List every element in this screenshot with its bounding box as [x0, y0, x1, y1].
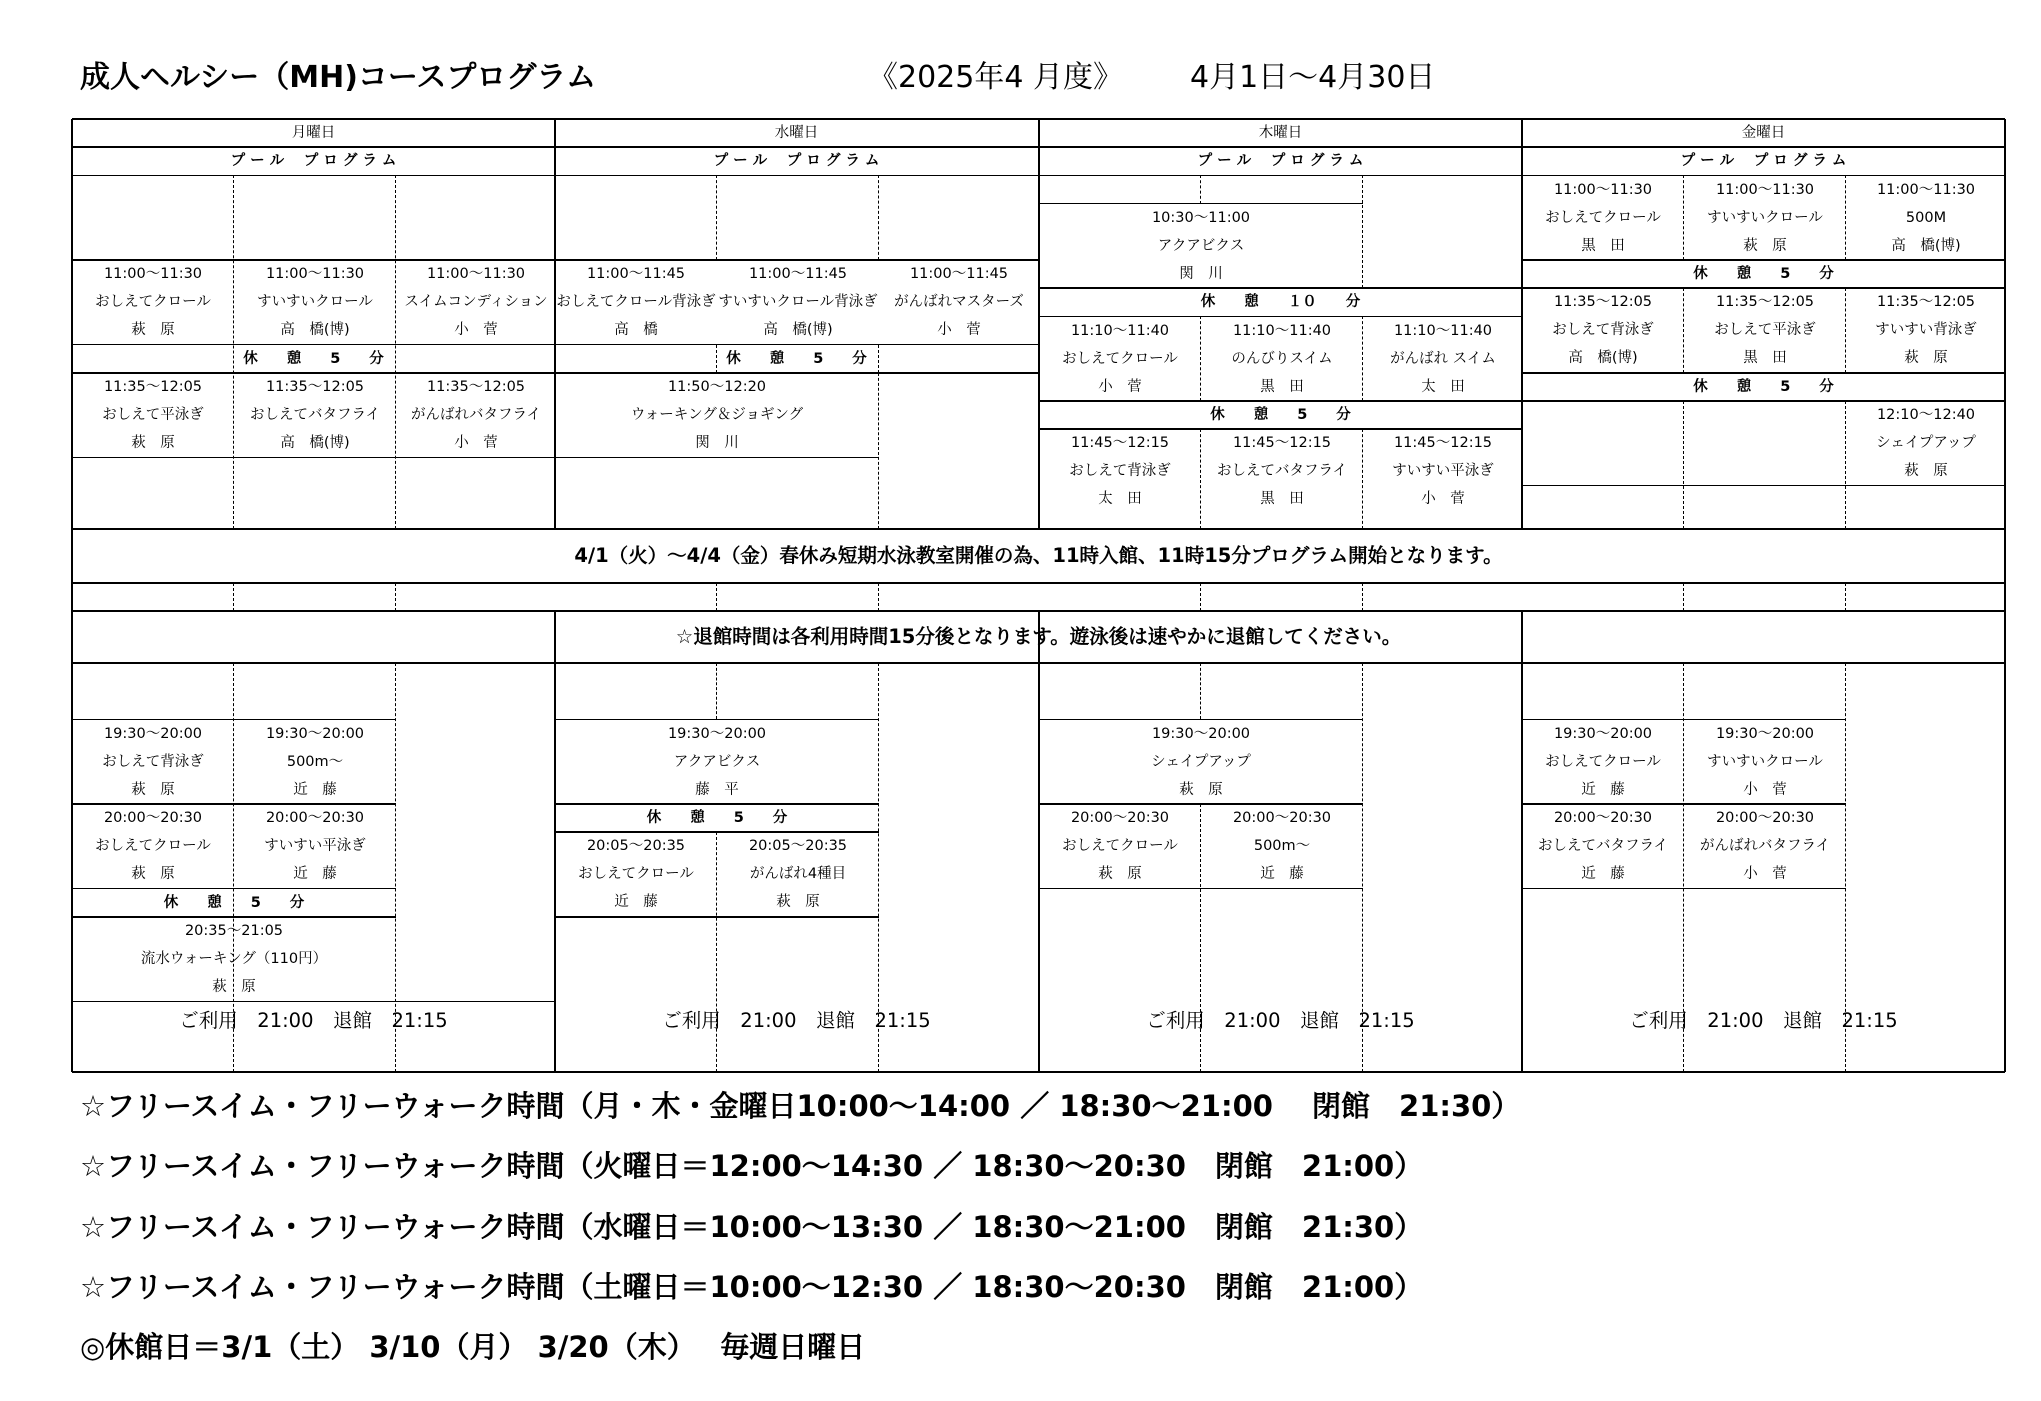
- rule: [72, 1001, 555, 1003]
- program-cell-line-0: 11:00～11:30: [1553, 181, 1653, 198]
- pool-program-subheader-line-0: プ ー ル プ ロ グ ラ ム: [1197, 153, 1364, 170]
- program-cell-line-0: 11:35～12:05: [426, 379, 526, 396]
- program-cell: [879, 260, 1039, 345]
- program-cell-line-2: 萩 原: [131, 781, 175, 798]
- program-cell-line-0: 20:05～20:35: [586, 838, 686, 855]
- program-cell-line-0: 11:00～11:30: [103, 266, 203, 283]
- program-cell-line-0: 11:45～12:15: [1070, 435, 1170, 452]
- divider-dashed: [233, 583, 234, 611]
- program-cell: [1522, 719, 1684, 804]
- divider-dashed: [1362, 583, 1363, 611]
- program-cell: [396, 260, 556, 345]
- exit-time-row-line-0: ご利用 21:00 退館 21:15: [179, 1009, 448, 1033]
- program-cell: [1522, 175, 1684, 260]
- program-cell: [1846, 401, 2006, 486]
- pool-program-subheader: [1039, 147, 1522, 175]
- exit-time-row: [555, 1001, 1038, 1041]
- program-cell-line-1: おしえて平泳ぎ: [102, 407, 204, 424]
- program-cell-line-1: おしえてクロール: [1545, 209, 1661, 226]
- program-cell: [1201, 804, 1363, 889]
- program-cell: [1684, 719, 1846, 804]
- pool-program-subheader: [72, 147, 555, 175]
- pool-program-subheader-line-0: プ ー ル プ ロ グ ラ ム: [230, 153, 397, 170]
- program-cell-line-1: がんばれバタフライ: [410, 407, 542, 424]
- program-cell-line-2: 高 橋(博): [280, 435, 350, 452]
- date-range: 4月1日～4月30日: [1190, 60, 1436, 95]
- program-cell-line-0: 11:00～11:30: [1876, 181, 1976, 198]
- program-cell: [1684, 288, 1846, 373]
- program-cell-line-2: 黒 田: [1260, 378, 1304, 395]
- program-cell-line-2: 高 橋(博): [763, 322, 833, 339]
- program-cell-line-1: おしえてクロール: [1062, 350, 1178, 367]
- program-cell: [1039, 429, 1201, 514]
- program-cell-line-1: おしえてクロール: [578, 866, 694, 883]
- free-swim-note-mon-thu-fri: ☆フリースイム・フリーウォーク時間（月・木・金曜日10:00～14:00 ／ 18:30～21:00 閉館 21:30）: [80, 1089, 1521, 1123]
- program-cell-line-1: がんばれ4種目: [749, 866, 847, 883]
- program-cell-line-2: 小 菅: [937, 322, 981, 339]
- day-header-line-0: 月曜日: [291, 125, 336, 142]
- program-cell-line-0: 20:00～20:30: [1070, 810, 1170, 827]
- day-header-line-0: 水曜日: [774, 125, 819, 142]
- program-cell-line-1: おしえてバタフライ: [1216, 463, 1348, 480]
- program-cell: [396, 373, 556, 458]
- program-cell-line-2: 太 田: [1421, 378, 1465, 395]
- program-cell-line-1: すいすい背泳ぎ: [1875, 322, 1977, 339]
- program-cell-line-2: 高 橋(博): [280, 322, 350, 339]
- program-cell: [1522, 288, 1684, 373]
- closed-days-note: ◎休館日＝3/1（土） 3/10（月） 3/20（木） 毎週日曜日: [80, 1330, 866, 1364]
- program-cell-line-1: おしえて背泳ぎ: [102, 753, 204, 770]
- day-header: [1522, 119, 2005, 147]
- rest-row-line-0: 休 憩 5 分: [1210, 407, 1351, 424]
- program-cell-line-0: 11:35～12:05: [1876, 294, 1976, 311]
- program-cell: [1201, 316, 1363, 401]
- program-cell-line-2: 近 藤: [1581, 781, 1625, 798]
- program-cell-line-0: 20:00～20:30: [1232, 810, 1332, 827]
- program-cell-line-1: アクアビクス: [1157, 237, 1245, 254]
- program-cell-line-0: 11:50～12:20: [667, 379, 767, 396]
- program-cell-line-0: 11:00～11:45: [586, 266, 686, 283]
- program-cell-line-2: 太 田: [1098, 491, 1142, 508]
- program-cell-line-2: 萩 原: [1743, 237, 1787, 254]
- program-cell-line-1: すいすいクロール: [1707, 753, 1823, 770]
- page-title: 成人ヘルシー（MH)コースプログラム: [80, 60, 597, 95]
- program-cell-line-0: 19:30～20:00: [667, 725, 767, 742]
- program-cell-line-1: すいすいクロール: [1707, 209, 1823, 226]
- program-cell-line-2: 近 藤: [614, 894, 658, 911]
- program-cell-line-1: がんばれバタフライ: [1699, 838, 1831, 855]
- program-cell-line-1: すいすい平泳ぎ: [264, 838, 366, 855]
- program-cell-line-1: がんばれマスターズ: [894, 294, 1024, 311]
- program-cell-line-0: 19:30～20:00: [1151, 725, 1251, 742]
- program-cell-line-2: 関 川: [695, 435, 739, 452]
- program-cell: [555, 832, 717, 917]
- notice-spring: [72, 529, 2005, 583]
- exit-time-row-line-0: ご利用 21:00 退館 21:15: [662, 1009, 931, 1033]
- program-cell-line-1: がんばれ スイム: [1390, 350, 1496, 367]
- rest-row: [1522, 373, 2005, 401]
- program-cell: [234, 719, 396, 804]
- exit-time-row: [1522, 1001, 2005, 1041]
- divider-dashed: [1845, 583, 1846, 611]
- program-cell-line-2: 萩 原: [131, 435, 175, 452]
- program-cell: [1363, 316, 1523, 401]
- program-cell: [72, 373, 234, 458]
- day-header: [1039, 119, 1522, 147]
- free-swim-note-wed: ☆フリースイム・フリーウォーク時間（水曜日＝10:00～13:30 ／ 18:30～21:00 閉館 21:30）: [80, 1210, 1424, 1244]
- program-cell: [1039, 719, 1363, 804]
- program-cell: [72, 719, 234, 804]
- program-cell-line-2: 小 菅: [1743, 866, 1787, 883]
- program-cell: [72, 917, 396, 1002]
- program-cell-line-0: 11:00～11:30: [265, 266, 365, 283]
- program-cell-line-0: 11:35～12:05: [1715, 294, 1815, 311]
- program-cell-line-0: 11:00～11:30: [1715, 181, 1815, 198]
- exit-time-row: [1039, 1001, 1522, 1041]
- day-header-line-0: 木曜日: [1258, 125, 1303, 142]
- program-cell-line-2: 萩 原: [1179, 781, 1223, 798]
- program-cell-line-2: 高 橋(博): [1891, 237, 1961, 254]
- program-cell-line-1: おしえてバタフライ: [249, 407, 381, 424]
- rest-row-line-0: 休 憩 5 分: [1693, 266, 1834, 283]
- period-label: 《2025年4 月度》: [868, 60, 1123, 95]
- program-cell-line-0: 10:30～11:00: [1151, 209, 1251, 226]
- program-cell-line-0: 11:10～11:40: [1232, 322, 1332, 339]
- notice-spring-line-0: 4/1（火）～4/4（金）春休み短期水泳教室開催の為、11時入館、11時15分プログラム開始となります。: [574, 544, 1503, 567]
- program-cell-line-0: 11:00～11:45: [748, 266, 848, 283]
- program-cell-line-0: 19:30～20:00: [265, 725, 365, 742]
- divider-dashed: [1362, 316, 1363, 401]
- program-cell-line-2: 萩 原: [1098, 866, 1142, 883]
- rest-row-line-0: 休 憩 5 分: [726, 350, 867, 367]
- program-cell-line-1: おしえてクロール: [1545, 753, 1661, 770]
- program-cell-line-0: 11:10～11:40: [1393, 322, 1493, 339]
- program-cell-line-1: おしえて背泳ぎ: [1069, 463, 1171, 480]
- program-cell-line-1: ウォーキング＆ジョギング: [630, 407, 804, 424]
- program-cell-line-2: 萩 原: [131, 322, 175, 339]
- pool-program-subheader: [1522, 147, 2005, 175]
- divider-dashed: [716, 663, 717, 719]
- program-cell: [1684, 175, 1846, 260]
- rest-row-line-0: 休 憩 5 分: [163, 894, 305, 911]
- program-cell: [555, 373, 879, 458]
- rest-row: [72, 345, 555, 373]
- program-cell-line-0: 12:10～12:40: [1876, 407, 1976, 424]
- pool-program-subheader-line-0: プ ー ル プ ロ グ ラ ム: [1680, 153, 1847, 170]
- program-cell-line-2: 萩 原: [1904, 463, 1948, 480]
- pool-program-subheader-line-0: プ ー ル プ ロ グ ラ ム: [713, 153, 880, 170]
- program-cell-line-2: 小 菅: [454, 322, 498, 339]
- program-cell-line-2: 近 藤: [293, 866, 337, 883]
- program-cell-line-2: 小 菅: [1098, 378, 1142, 395]
- program-cell: [1846, 288, 2006, 373]
- divider-dashed: [1200, 175, 1201, 203]
- program-cell-line-1: すいすい平泳ぎ: [1392, 463, 1494, 480]
- program-cell-line-0: 20:00～20:30: [1715, 810, 1815, 827]
- program-cell-line-2: 高 橋: [614, 322, 658, 339]
- program-cell-line-1: おしえて背泳ぎ: [1552, 322, 1654, 339]
- pool-program-subheader: [555, 147, 1038, 175]
- program-cell-line-2: 近 藤: [1260, 866, 1304, 883]
- program-cell-line-2: 黒 田: [1743, 350, 1787, 367]
- program-cell-line-0: 11:00～11:45: [909, 266, 1009, 283]
- program-cell-line-0: 11:00～11:30: [426, 266, 526, 283]
- program-cell-line-1: すいすいクロール: [257, 294, 373, 311]
- program-cell-line-1: おしえてクロール: [1062, 838, 1178, 855]
- program-cell: [1684, 804, 1846, 889]
- program-cell-line-0: 11:10～11:40: [1070, 322, 1170, 339]
- program-cell: [72, 260, 234, 345]
- program-cell-line-1: 流水ウォーキング（110円）: [140, 951, 328, 968]
- program-cell-line-1: のんびりスイム: [1231, 350, 1333, 367]
- program-cell-line-0: 11:35～12:05: [103, 379, 203, 396]
- program-cell-line-1: 500m～: [1253, 838, 1311, 855]
- program-cell-line-0: 19:30～20:00: [103, 725, 203, 742]
- program-cell-line-0: 11:35～12:05: [265, 379, 365, 396]
- program-cell-line-2: 近 藤: [1581, 866, 1625, 883]
- day-header: [555, 119, 1038, 147]
- program-cell: [717, 260, 879, 345]
- divider-dashed: [878, 583, 879, 611]
- program-cell-line-1: おしえてクロール背泳ぎ: [556, 294, 716, 311]
- rest-row: [72, 889, 396, 917]
- program-cell-line-1: すいすいクロール背泳ぎ: [718, 294, 878, 311]
- program-cell-line-2: 萩 原: [1904, 350, 1948, 367]
- program-cell: [72, 804, 234, 889]
- program-cell: [1846, 175, 2006, 260]
- divider-dashed: [1683, 583, 1684, 611]
- program-cell-line-0: 11:45～12:15: [1393, 435, 1493, 452]
- free-swim-note-tue: ☆フリースイム・フリーウォーク時間（火曜日＝12:00～14:30 ／ 18:30～20:30 閉館 21:00）: [80, 1149, 1424, 1183]
- program-cell-line-0: 19:30～20:00: [1553, 725, 1653, 742]
- program-cell-line-2: 関 川: [1179, 265, 1223, 282]
- free-swim-note-sat: ☆フリースイム・フリーウォーク時間（土曜日＝10:00～12:30 ／ 18:30～20:30 閉館 21:00）: [80, 1270, 1424, 1304]
- program-cell-line-1: 500m～: [286, 753, 344, 770]
- program-cell-line-2: 小 菅: [1421, 491, 1465, 508]
- program-cell-line-2: 黒 田: [1260, 491, 1304, 508]
- program-cell-line-2: 高 橋(博): [1568, 350, 1638, 367]
- program-cell-line-0: 20:35～21:05: [184, 923, 284, 940]
- divider-dashed: [1200, 316, 1201, 401]
- program-cell: [234, 260, 396, 345]
- program-cell-line-2: 黒 田: [1581, 237, 1625, 254]
- program-cell: [1039, 804, 1201, 889]
- program-cell: [717, 832, 879, 917]
- program-cell-line-1: アクアビクス: [673, 753, 761, 770]
- rest-row: [1039, 288, 1522, 316]
- program-cell: [1039, 204, 1363, 289]
- program-cell: [1363, 429, 1523, 514]
- program-cell-line-0: 20:00～20:30: [103, 810, 203, 827]
- program-cell-line-0: 11:45～12:15: [1232, 435, 1332, 452]
- program-cell: [555, 719, 879, 804]
- rest-row-line-0: 休 憩 5 分: [646, 810, 788, 827]
- divider-dashed: [1683, 401, 1684, 529]
- day-header: [72, 119, 555, 147]
- program-cell-line-1: スイムコンディション: [404, 294, 548, 311]
- program-cell-line-0: 19:30～20:00: [1715, 725, 1815, 742]
- program-cell-line-1: シェイプアップ: [1151, 753, 1251, 770]
- program-cell-line-1: おしえてバタフライ: [1537, 838, 1669, 855]
- notice-exit-line-0: ☆退館時間は各利用時間15分後となります。遊泳後は速やかに退館してください。: [675, 625, 1402, 648]
- rest-row: [1039, 401, 1522, 429]
- notice-exit: [72, 611, 2005, 663]
- program-cell-line-1: おしえてクロール: [95, 294, 211, 311]
- exit-time-row: [72, 1001, 555, 1041]
- program-cell-line-2: 藤 平: [695, 781, 739, 798]
- program-cell-line-2: 小 菅: [1743, 781, 1787, 798]
- program-cell-line-1: シェイプアップ: [1876, 435, 1976, 452]
- program-cell-line-2: 萩 原: [212, 979, 256, 996]
- divider-dashed: [1200, 663, 1201, 719]
- exit-time-row-line-0: ご利用 21:00 退館 21:15: [1629, 1009, 1898, 1033]
- program-cell: [1039, 316, 1201, 401]
- program-cell-line-0: 20:05～20:35: [748, 838, 848, 855]
- exit-time-row-line-0: ご利用 21:00 退館 21:15: [1146, 1009, 1415, 1033]
- program-cell: [234, 373, 396, 458]
- program-cell-line-0: 11:35～12:05: [1553, 294, 1653, 311]
- program-cell-line-2: 萩 原: [131, 866, 175, 883]
- divider-dashed: [878, 175, 879, 260]
- divider-dashed: [716, 583, 717, 611]
- divider-dashed: [395, 583, 396, 611]
- program-cell-line-2: 小 菅: [454, 435, 498, 452]
- divider-dashed: [1200, 583, 1201, 611]
- program-cell: [555, 260, 717, 345]
- rest-row-line-0: 休 憩 5 分: [1693, 378, 1834, 395]
- program-cell-line-0: 20:00～20:30: [265, 810, 365, 827]
- program-cell-line-2: 近 藤: [293, 781, 337, 798]
- rest-row-line-0: 休 憩 １０ 分: [1200, 294, 1361, 311]
- rest-row: [555, 345, 1038, 373]
- divider-dashed: [716, 175, 717, 260]
- rest-row-line-0: 休 憩 5 分: [243, 350, 384, 367]
- program-cell-line-1: おしえてクロール: [95, 838, 211, 855]
- day-header-line-0: 金曜日: [1741, 125, 1786, 142]
- program-cell-line-2: 萩 原: [776, 894, 820, 911]
- program-cell-line-1: おしえて平泳ぎ: [1714, 322, 1816, 339]
- program-cell-line-0: 20:00～20:30: [1553, 810, 1653, 827]
- program-cell: [1201, 429, 1363, 514]
- program-cell-line-1: 500M: [1905, 209, 1947, 226]
- rest-row: [1522, 260, 2005, 288]
- rest-row: [555, 804, 879, 832]
- program-cell: [234, 804, 396, 889]
- program-cell: [1522, 804, 1684, 889]
